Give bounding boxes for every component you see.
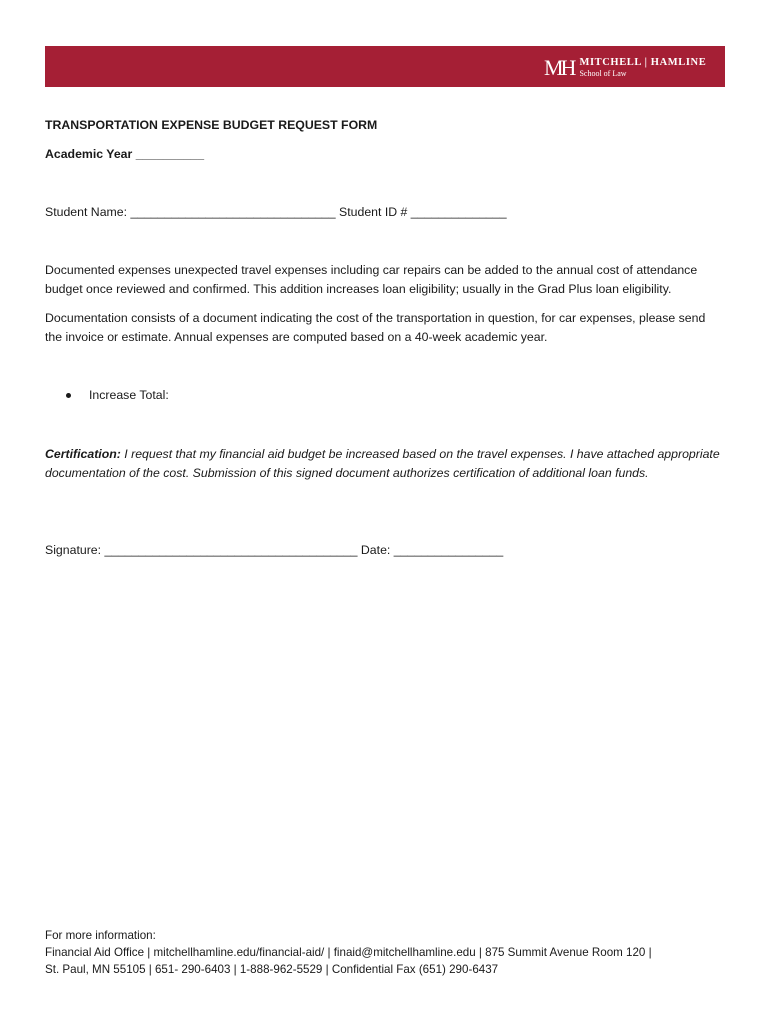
logo-subtitle: School of Law: [579, 69, 627, 79]
footer-office-line: Financial Aid Office | mitchellhamline.edu/financial-aid/ | finaid@mitchellhamline.edu | 875 Summit Avenue Room 120 |: [45, 946, 652, 959]
increase-total-item: [66, 386, 169, 405]
logo-wordmark: [579, 58, 706, 79]
bullet-icon: [66, 393, 71, 398]
footer-address-line: St. Paul, MN 55105 | 651- 290-6403 | 1-888-962-5529 | Confidential Fax (651) 290-6437: [45, 963, 499, 976]
expenses-paragraph: Documented expenses unexpected travel expenses including car repairs can be added to the annual cost of attendance budget once reviewed and confirmed. This addition increases loan eligibility; usually in the Grad Plus loan eligibility.: [45, 263, 698, 296]
logo-name: MITCHELL | HAMLINE: [579, 56, 707, 68]
certification-statement: [45, 445, 725, 483]
academic-year-field: Academic Year __________: [45, 147, 205, 161]
signature-date-fields: Signature: _____________________________________ Date: ________________: [45, 543, 504, 557]
footer-contact: [45, 927, 652, 978]
documentation-paragraph: Documentation consists of a document indicating the cost of the transportation in question, for car expenses, please send the invoice or estimate. Annual expenses are computed based on a 40-week academic year.: [45, 311, 706, 344]
form-title: TRANSPORTATION EXPENSE BUDGET REQUEST FORM: [45, 118, 378, 132]
footer-heading: For more information:: [45, 929, 156, 942]
increase-total-label: Increase Total:: [89, 388, 169, 402]
certification-label: Certification:: [45, 447, 121, 461]
student-name-id-fields: Student Name: ______________________________ Student ID # ______________: [45, 205, 507, 219]
school-logo: [544, 55, 706, 81]
logo-monogram: MH: [544, 55, 574, 80]
certification-text: I request that my financial aid budget be increased based on the travel expenses. I have attached appropriate documentation of the cost. Submission of this signed document authorizes certification of additional loan funds.: [45, 447, 720, 480]
